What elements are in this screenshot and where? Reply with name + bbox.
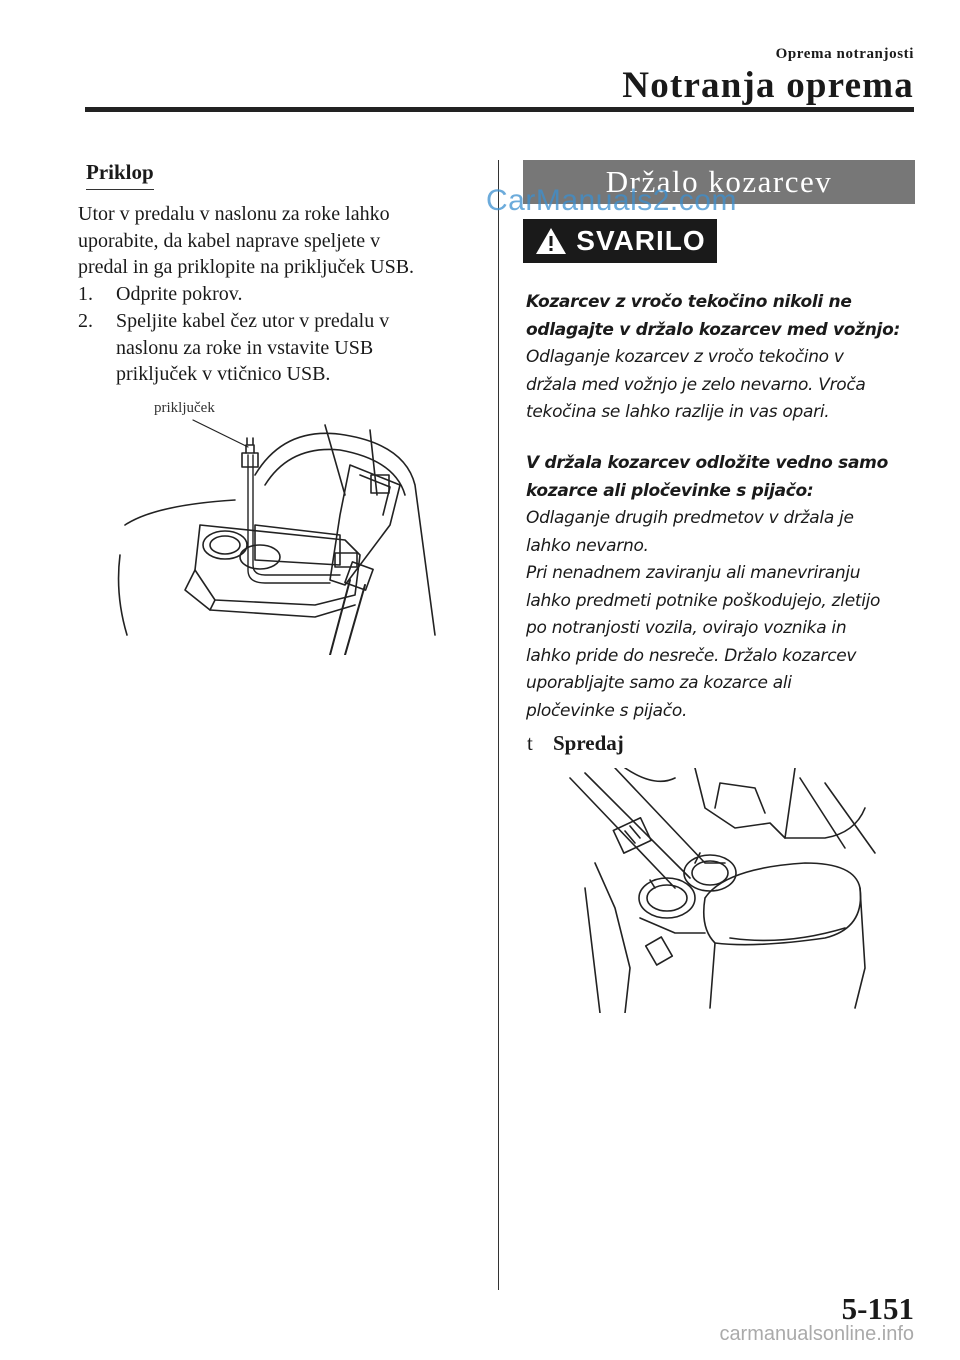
- warning-label: SVARILO: [576, 225, 706, 256]
- step-text: [116, 281, 486, 308]
- warning-bold-line: kozarce ali pločevinke s pijačo:: [526, 480, 814, 501]
- warning-body-line: po notranjosti vozila, ovirajo voznika in: [526, 618, 847, 638]
- step-number: 2.: [78, 310, 93, 332]
- footer-url: carmanualsonline.info: [719, 1323, 914, 1345]
- warning-body-line: lahko nevarno.: [526, 535, 649, 556]
- figure-callout-label: priključek: [154, 400, 215, 416]
- armrest-usb-illustration: [115, 405, 440, 655]
- watermark: CarManuals2.com: [486, 184, 737, 217]
- page-title: Notranja oprema: [622, 65, 914, 106]
- section-label: Oprema notranjosti: [775, 46, 914, 62]
- warning-paragraph-objects: [526, 450, 921, 725]
- step-line: naslonu za roke in vstavite USB: [116, 336, 374, 359]
- page-number: 5-151: [841, 1291, 914, 1326]
- step-number: 1.: [78, 283, 93, 305]
- intro-line: uporabite, da kabel naprave speljete v: [78, 229, 381, 252]
- warning-bold-line: odlagajte v držalo kozarcev med vožnjo:: [526, 319, 900, 340]
- warning-bold-line: Kozarcev z vročo tekočino nikoli ne: [526, 292, 852, 312]
- subsection-spredaj: Spredaj: [553, 731, 624, 755]
- front-cupholder-illustration: [555, 768, 885, 1013]
- section-title-bar: Držalo kozarcev: [523, 160, 915, 204]
- step-line: priključek v vtičnico USB.: [116, 363, 331, 385]
- warning-body-line: pločevinke s pijačo.: [526, 700, 688, 721]
- warning-bold-line: V držala kozarcev odložite vedno samo: [526, 453, 888, 473]
- step-line: Odprite pokrov.: [116, 283, 243, 305]
- warning-body-line: lahko pride do nesreče. Držalo kozarcev: [526, 645, 857, 666]
- warning-badge: [523, 219, 717, 263]
- warning-body-line: uporabljajte samo za kozarce ali: [526, 673, 792, 693]
- intro-paragraph: [78, 201, 488, 281]
- subheading-priklop: Priklop: [86, 160, 154, 190]
- warning-triangle-icon: [534, 226, 568, 256]
- step-text: [116, 308, 486, 388]
- intro-line: Utor v predalu v naslonu za roke lahko: [78, 203, 390, 225]
- warning-body-line: tekočina se lahko razlije in vas opari.: [526, 402, 830, 422]
- bullet-marker: t: [527, 731, 533, 755]
- warning-body-line: držala med vožnjo je zelo nevarno. Vroča: [526, 374, 866, 395]
- step-line: Speljite kabel čez utor v predalu v: [116, 310, 390, 332]
- warning-body-line: lahko predmeti potnike poškodujejo, zletijo: [526, 590, 881, 611]
- warning-body-line: Pri nenadnem zaviranju ali manevriranju: [526, 563, 861, 583]
- warning-body-line: Odlaganje kozarcev z vročo tekočino v: [526, 347, 844, 367]
- column-divider: [498, 160, 499, 1290]
- warning-body-line: Odlaganje drugih predmetov v držala je: [526, 508, 854, 528]
- header-rule: [85, 107, 914, 112]
- intro-line: predal in ga priklopite na priključek USB.: [78, 256, 415, 278]
- warning-paragraph-hot-drinks: [526, 289, 921, 427]
